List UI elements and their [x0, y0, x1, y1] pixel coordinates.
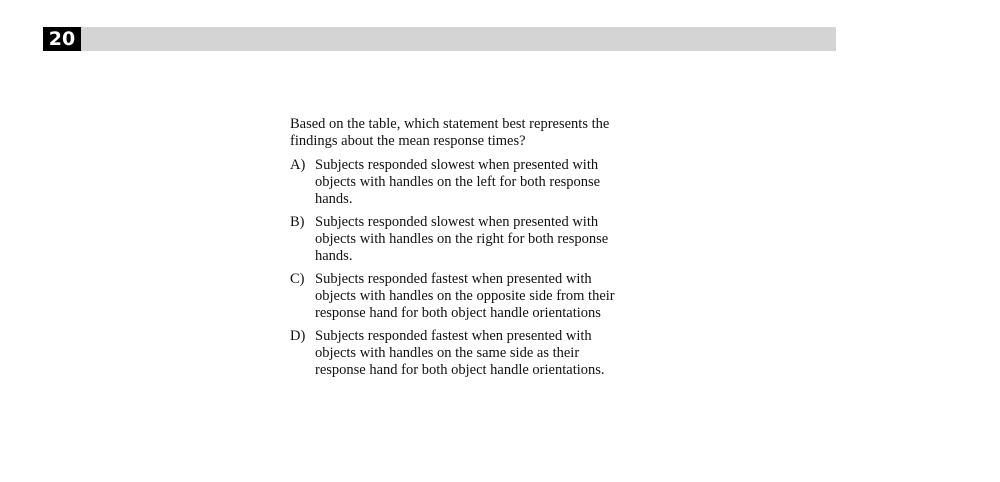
answer-choice-d[interactable] [290, 328, 625, 379]
question-block [290, 116, 625, 385]
choice-letter: C) [290, 271, 305, 287]
answer-choice-a[interactable] [290, 157, 625, 208]
answer-choice-b[interactable] [290, 214, 625, 265]
choice-text: Subjects responded fastest when presented with objects with handles on the opposite side from their response hand for both object handle orientations [315, 271, 615, 321]
choice-text: Subjects responded slowest when presented with objects with handles on the right for both response hands. [315, 214, 609, 264]
question-stem: Based on the table, which statement best represents the findings about the mean response times? [290, 116, 610, 149]
choice-text: Subjects responded slowest when presented with objects with handles on the left for both response hands. [315, 157, 601, 207]
answer-choice-c[interactable] [290, 271, 625, 322]
choice-letter: B) [290, 214, 305, 230]
choice-letter: A) [290, 157, 306, 173]
question-header-bar [43, 27, 836, 51]
choice-text: Subjects responded fastest when presented with objects with handles on the same side as their response hand for both object handle orientations. [315, 328, 605, 378]
choice-letter: D) [290, 328, 306, 344]
question-number: 20 [43, 27, 81, 51]
